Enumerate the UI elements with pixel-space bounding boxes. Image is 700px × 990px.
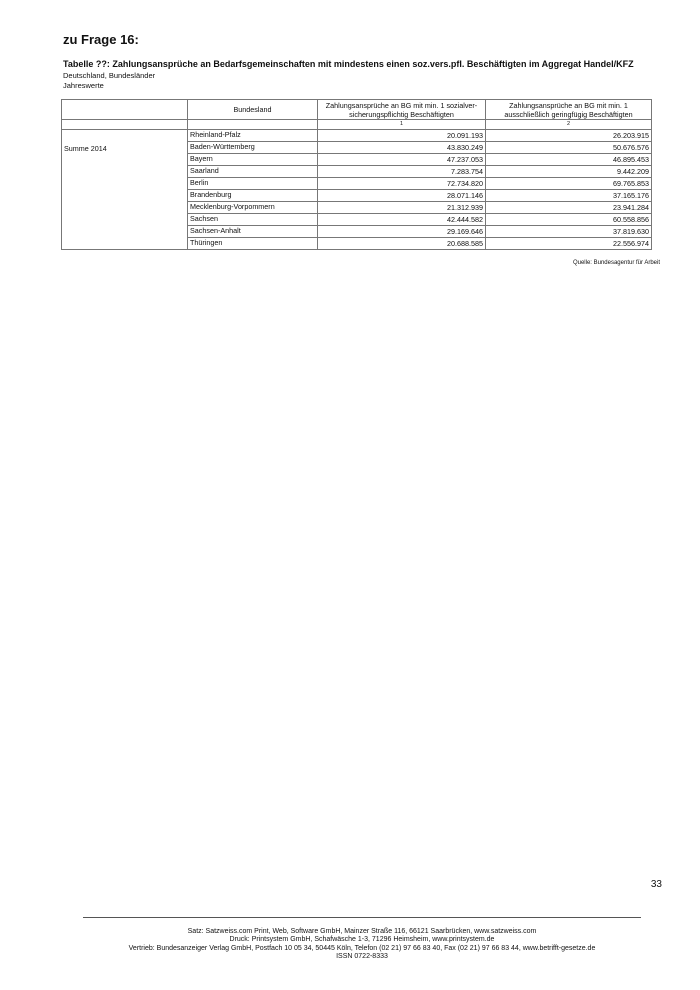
state-cell: Bayern xyxy=(188,154,318,166)
page-heading: zu Frage 16: xyxy=(63,32,139,47)
value-cell-2: 46.895.453 xyxy=(486,154,652,166)
group-label: Summe 2014 xyxy=(62,130,188,250)
value-cell-1: 42.444.582 xyxy=(318,214,486,226)
state-cell: Mecklenburg-Vorpommern xyxy=(188,202,318,214)
value-cell-2: 37.819.630 xyxy=(486,226,652,238)
footer-line-druck: Druck: Printsystem GmbH, Schafwäsche 1-3, 71296 Heimsheim, www.printsystem.de xyxy=(229,936,495,944)
header-col-1: Zahlungsansprüche an BG mit min. 1 sozialver-sicherungspflichtig Beschäftigten xyxy=(318,100,486,120)
footer-divider xyxy=(83,917,641,918)
data-table xyxy=(61,99,652,250)
index-empty-cell xyxy=(62,120,188,130)
value-cell-2: 37.165.176 xyxy=(486,190,652,202)
value-cell-2: 22.556.974 xyxy=(486,238,652,250)
table-subtitle-period: Jahreswerte xyxy=(63,81,104,90)
value-cell-2: 23.941.284 xyxy=(486,202,652,214)
state-cell: Baden-Württemberg xyxy=(188,142,318,154)
value-cell-1: 20.688.585 xyxy=(318,238,486,250)
header-bundesland: Bundesland xyxy=(188,100,318,120)
table-header-row xyxy=(62,100,652,120)
state-cell: Sachsen-Anhalt xyxy=(188,226,318,238)
state-cell: Sachsen xyxy=(188,214,318,226)
value-cell-2: 26.203.915 xyxy=(486,130,652,142)
value-cell-1: 21.312.939 xyxy=(318,202,486,214)
state-cell: Berlin xyxy=(188,178,318,190)
state-cell: Thüringen xyxy=(188,238,318,250)
table-index-row xyxy=(62,120,652,130)
table-source: Quelle: Bundesagentur für Arbeit xyxy=(572,260,660,266)
page-footer xyxy=(60,928,664,961)
index-col-1: 1 xyxy=(318,120,486,130)
value-cell-2: 69.765.853 xyxy=(486,178,652,190)
table-title: Tabelle ??: Zahlungsansprüche an Bedarfsgemeinschaften mit mindestens einen soz.vers.pfl. Beschäftigten im Aggregat Handel/KFZ xyxy=(63,59,634,69)
state-cell: Rheinland-Pfalz xyxy=(188,130,318,142)
value-cell-2: 60.558.856 xyxy=(486,214,652,226)
header-col-2: Zahlungsansprüche an BG mit min. 1 ausschließlich geringfügig Beschäftigten xyxy=(486,100,652,120)
value-cell-1: 20.091.193 xyxy=(318,130,486,142)
index-empty-cell xyxy=(188,120,318,130)
value-cell-1: 47.237.053 xyxy=(318,154,486,166)
footer-line-vertrieb: Vertrieb: Bundesanzeiger Verlag GmbH, Postfach 10 05 34, 50445 Köln, Telefon (02 21) 97 66 83 40, Fax (02 21) 97 66 83 44, www.betrifft-gesetze.de xyxy=(128,944,596,952)
value-cell-2: 50.676.576 xyxy=(486,142,652,154)
value-cell-1: 72.734.820 xyxy=(318,178,486,190)
header-empty-cell xyxy=(62,100,188,120)
value-cell-2: 9.442.209 xyxy=(486,166,652,178)
footer-line-issn: ISSN 0722-8333 xyxy=(336,952,388,960)
table-subtitle-region: Deutschland, Bundesländer xyxy=(63,71,156,80)
value-cell-1: 28.071.146 xyxy=(318,190,486,202)
footer-line-satz: Satz: Satzweiss.com Print, Web, Software GmbH, Mainzer Straße 116, 66121 Saarbrücken, www.satzweiss.com xyxy=(187,928,537,935)
value-cell-1: 29.169.646 xyxy=(318,226,486,238)
state-cell: Saarland xyxy=(188,166,318,178)
value-cell-1: 7.283.754 xyxy=(318,166,486,178)
state-cell: Brandenburg xyxy=(188,190,318,202)
table-row xyxy=(62,130,652,142)
index-col-2: 2 xyxy=(486,120,652,130)
value-cell-1: 43.830.249 xyxy=(318,142,486,154)
page-number: 33 xyxy=(650,879,662,890)
